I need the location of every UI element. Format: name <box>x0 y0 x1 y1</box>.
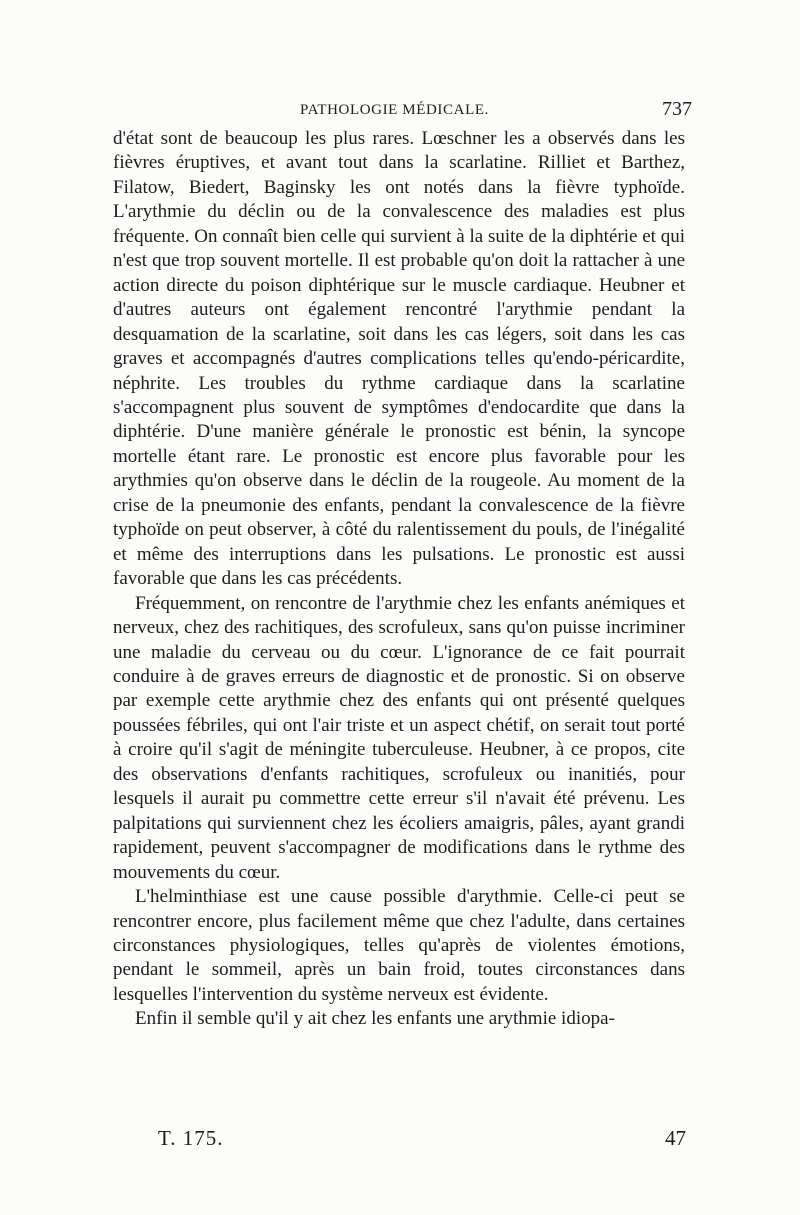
page-number: 737 <box>662 98 692 120</box>
body-text <box>113 127 685 1032</box>
paragraph-last: Enfin il semble qu'il y ait chez les enfants une arythmie idiopa- <box>135 1008 615 1030</box>
running-head <box>110 96 700 124</box>
paragraph-continued: d'état sont de beaucoup les plus rares. Lœschner les a observés dans les fièvres éruptives, et avant tout dans la scarlatine. Rilliet et Barthez, Filatow, Biedert, Baginsky les ont notés dans la fièvre typhoïde. L'arythmie du déclin ou de la convalescence des maladies est plus fréquente. On connaît bien celle qui survient à la suite de la diphtérie et qui n'est que trop souvent mortelle. Il est probable qu'on doit la rattacher à une action directe du poison diphtérique sur le muscle cardiaque. Heubner et d'autres auteurs ont également rencontré l'arythmie pendant la desquamation de la scarlatine, soit dans les cas légers, soit dans les cas graves et accompagnés d'autres complications telles qu'endo-péricardite, néphrite. Les troubles du rythme cardiaque dans la scarlatine s'accompagnent plus souvent de symptômes d'endocardite que dans la diphtérie. D'une manière générale le pronostic est bénin, la syncope mortelle étant rare. Le pronostic est encore plus favorable pour les arythmies qu'on observe dans le déclin de la rougeole. Au moment de la crise de la pneumonie des enfants, pendant la convalescence de la fièvre typhoïde on peut observer, à côté du ralentissement du pouls, de l'inégalité et même des interruptions dans les pulsations. Le pronostic est aussi favorable que dans les cas précédents. <box>113 128 685 590</box>
paragraph: Fréquemment, on rencontre de l'arythmie chez les enfants anémiques et nerveux, chez des rachitiques, des scrofuleux, sans qu'on puisse incriminer une maladie du cerveau ou du cœur. L'ignorance de ce fait pourrait conduire à de graves erreurs de diagnostic et de pronostic. Si on observe par exemple cette arythmie chez des enfants qui ont présenté quelques poussées fébriles, qui ont l'air triste et un aspect chétif, on serait tout porté à croire qu'il s'agit de méningite tuberculeuse. Heubner, à ce propos, cite des observations d'enfants rachitiques, scrofuleux ou inanitiés, pour lesquels il aurait pu commettre cette erreur s'il n'avait été prévenu. Les palpitations qui surviennent chez les écoliers amaigris, pâles, ayant grandi rapidement, peuvent s'accompagner de modifications dans le rythme des mouvements du cœur. <box>113 592 685 883</box>
paragraph: L'helminthiase est une cause possible d'arythmie. Celle-ci peut se rencontrer encore, plus facilement même que chez l'adulte, dans certaines circonstances physiologiques, telles qu'après de violentes émotions, pendant le sommeil, après un bain froid, toutes circonstances dans lesquelles l'intervention du système nerveux est évidente. <box>113 886 685 1005</box>
page-footer <box>158 1126 686 1156</box>
running-title: PATHOLOGIE MÉDICALE. <box>300 102 489 118</box>
sheet-number: 47 <box>665 1126 686 1150</box>
volume-signature: T. 175. <box>158 1126 224 1150</box>
